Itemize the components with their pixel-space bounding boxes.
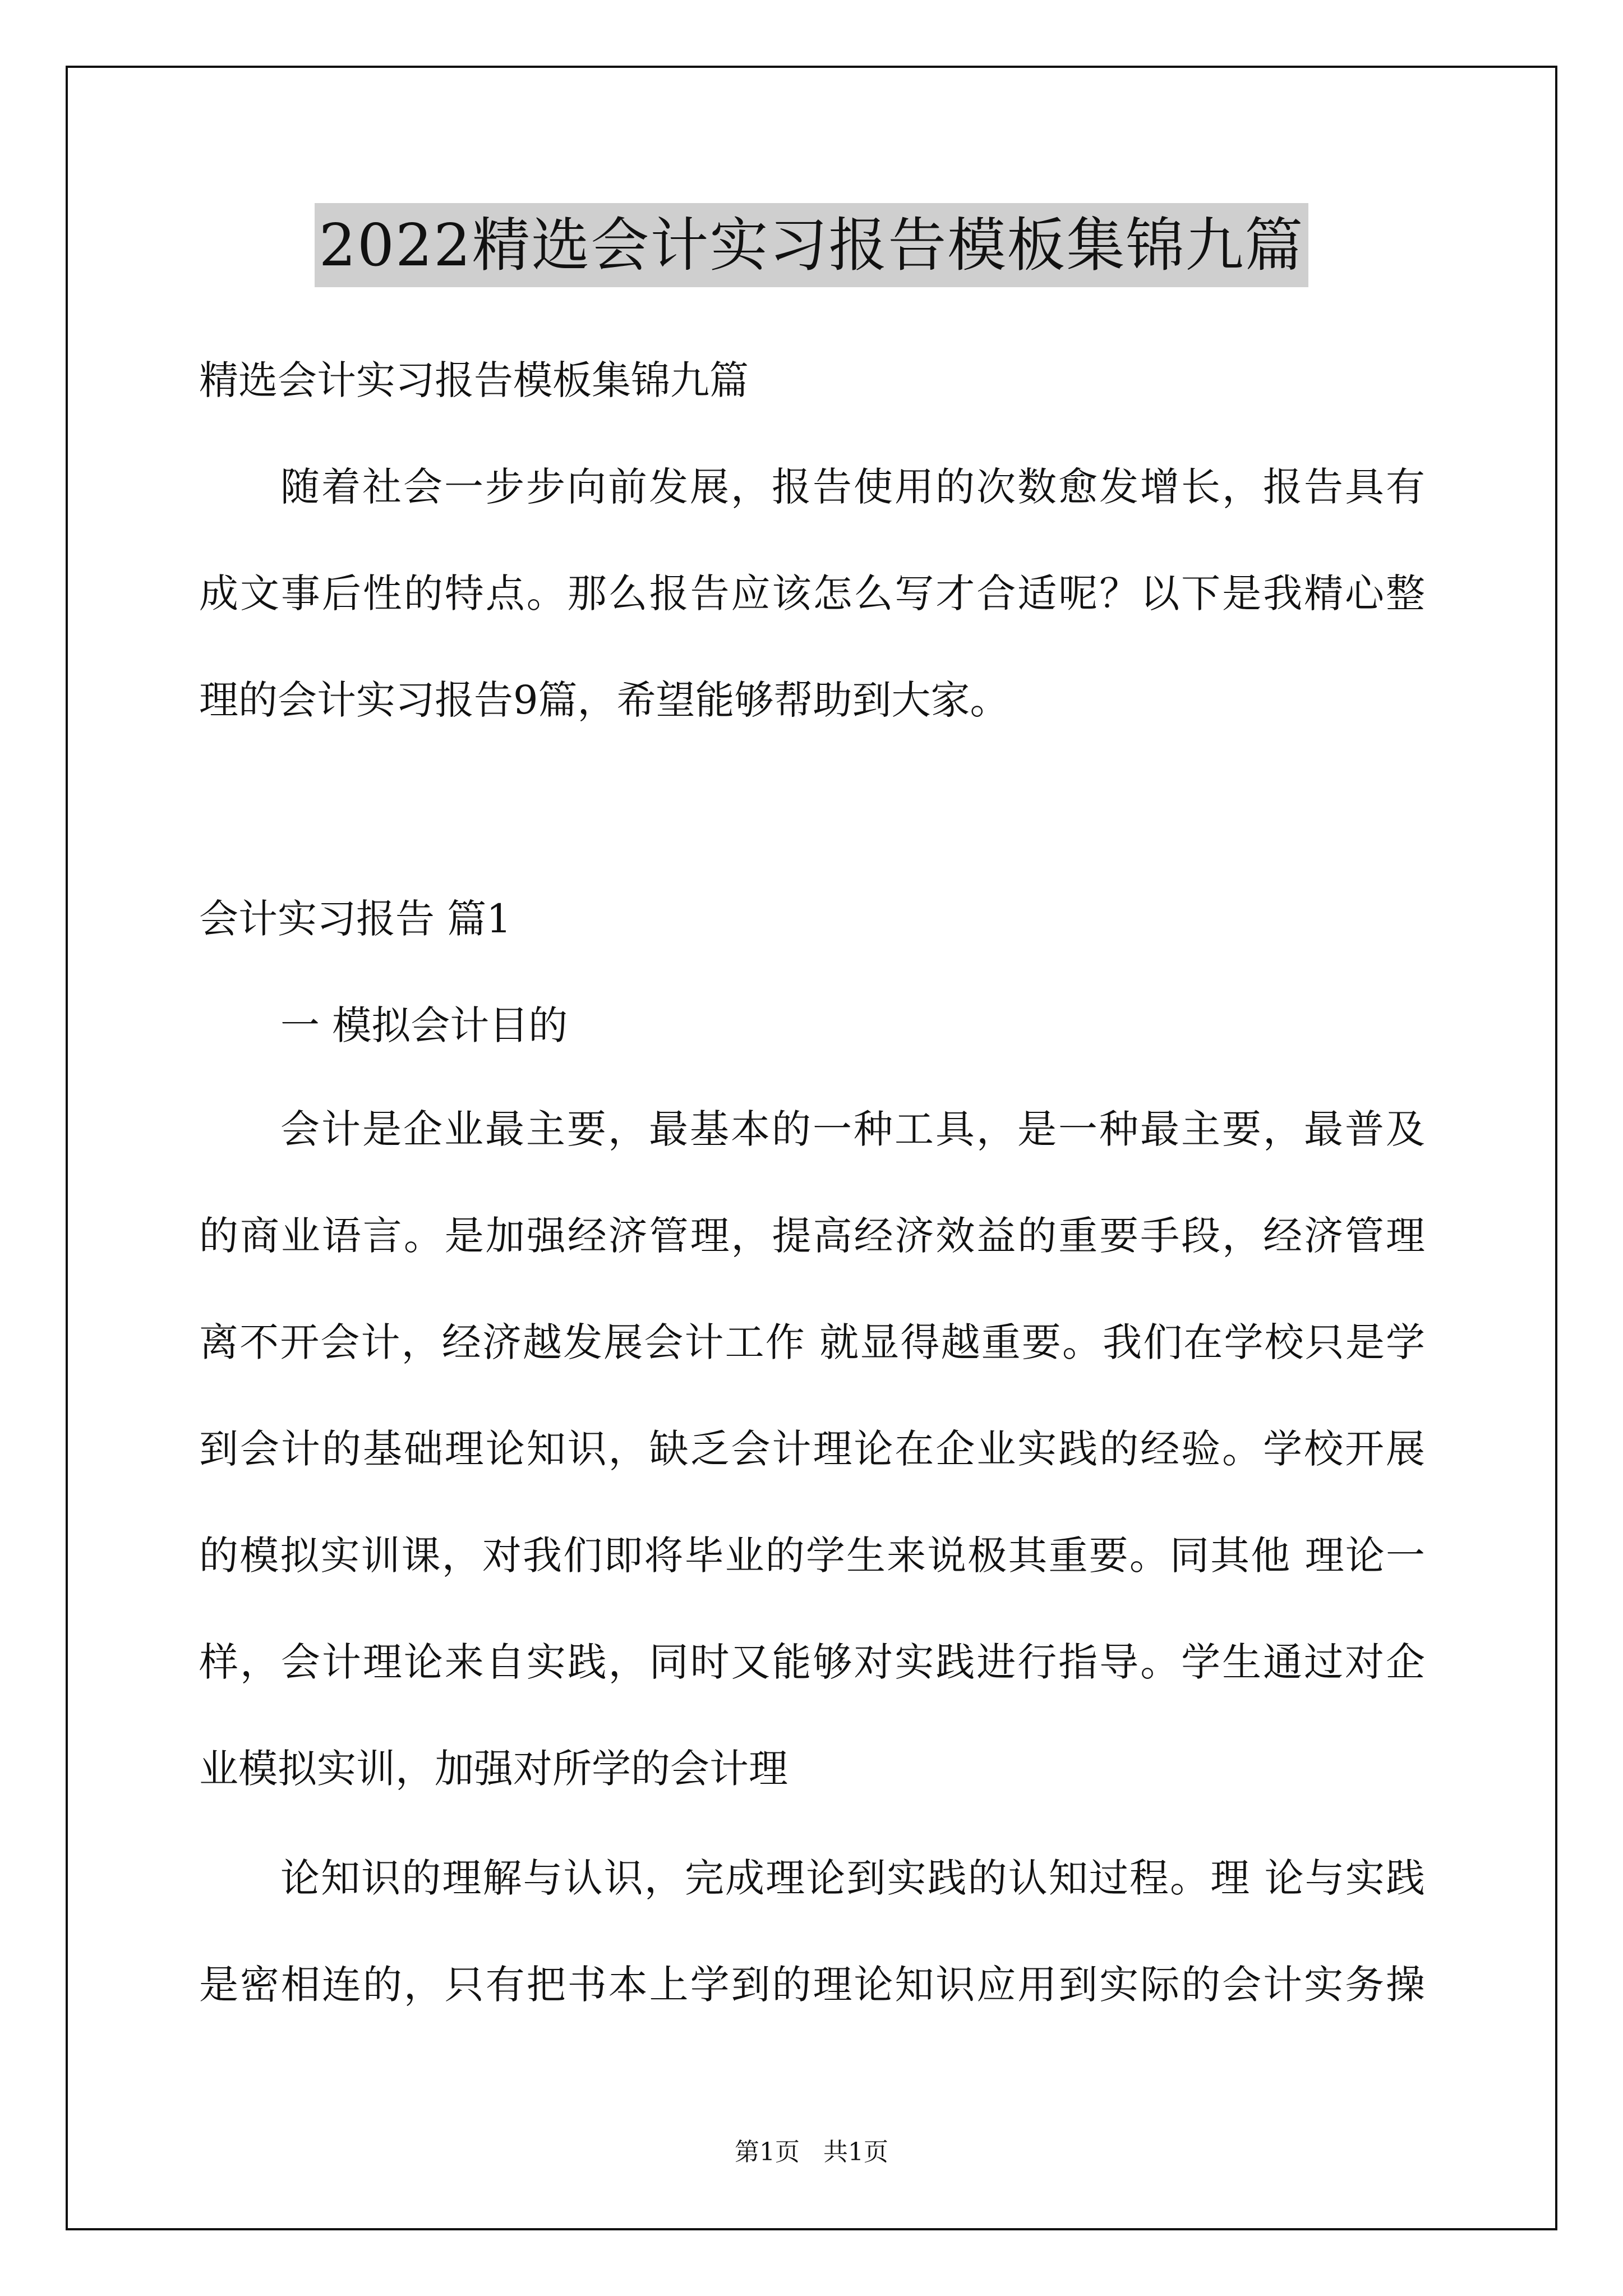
page-footer: 第1页 共1页 (735, 2138, 888, 2166)
title-container (0, 203, 1623, 287)
paragraph-line: 样，会计理论来自实践，同时又能够对实践进行指导。学生通过对企 (199, 1639, 1425, 1685)
section-heading: 会计实习报告 篇1 (199, 896, 511, 942)
paragraph-line: 的商业语言。是加强经济管理，提高经济效益的重要手段，经济管理 (199, 1213, 1425, 1259)
paragraph-line: 会计是企业最主要，最基本的一种工具，是一种最主要，最普及 (280, 1106, 1425, 1152)
intro-line: 理的会计实习报告9篇，希望能够帮助到大家。 (199, 677, 1009, 723)
paragraph-line: 论知识的理解与认识，完成理论到实践的认知过程。理 论与实践 (280, 1855, 1425, 1901)
paragraph-line: 离不开会计，经济越发展会计工作 就显得越重要。我们在学校只是学 (199, 1319, 1425, 1365)
paragraph-line: 到会计的基础理论知识，缺乏会计理论在企业实践的经验。学校开展 (199, 1426, 1425, 1472)
document-subtitle: 精选会计实习报告模板集锦九篇 (199, 357, 749, 403)
paragraph-line: 是密相连的，只有把书本上学到的理论知识应用到实际的会计实务操 (199, 1962, 1425, 2008)
paragraph-line: 业模拟实训，加强对所学的会计理 (199, 1746, 788, 1792)
subsection-heading: 一 模拟会计目的 (280, 1002, 568, 1048)
intro-line: 随着社会一步步向前发展，报告使用的次数愈发增长，报告具有 (280, 464, 1425, 510)
paragraph-line: 的模拟实训课，对我们即将毕业的学生来说极其重要。同其他 理论一 (199, 1533, 1425, 1579)
document-title: 2022精选会计实习报告模板集锦九篇 (315, 203, 1309, 287)
intro-line: 成文事后性的特点。那么报告应该怎么写才合适呢？以下是我精心整 (199, 570, 1425, 616)
